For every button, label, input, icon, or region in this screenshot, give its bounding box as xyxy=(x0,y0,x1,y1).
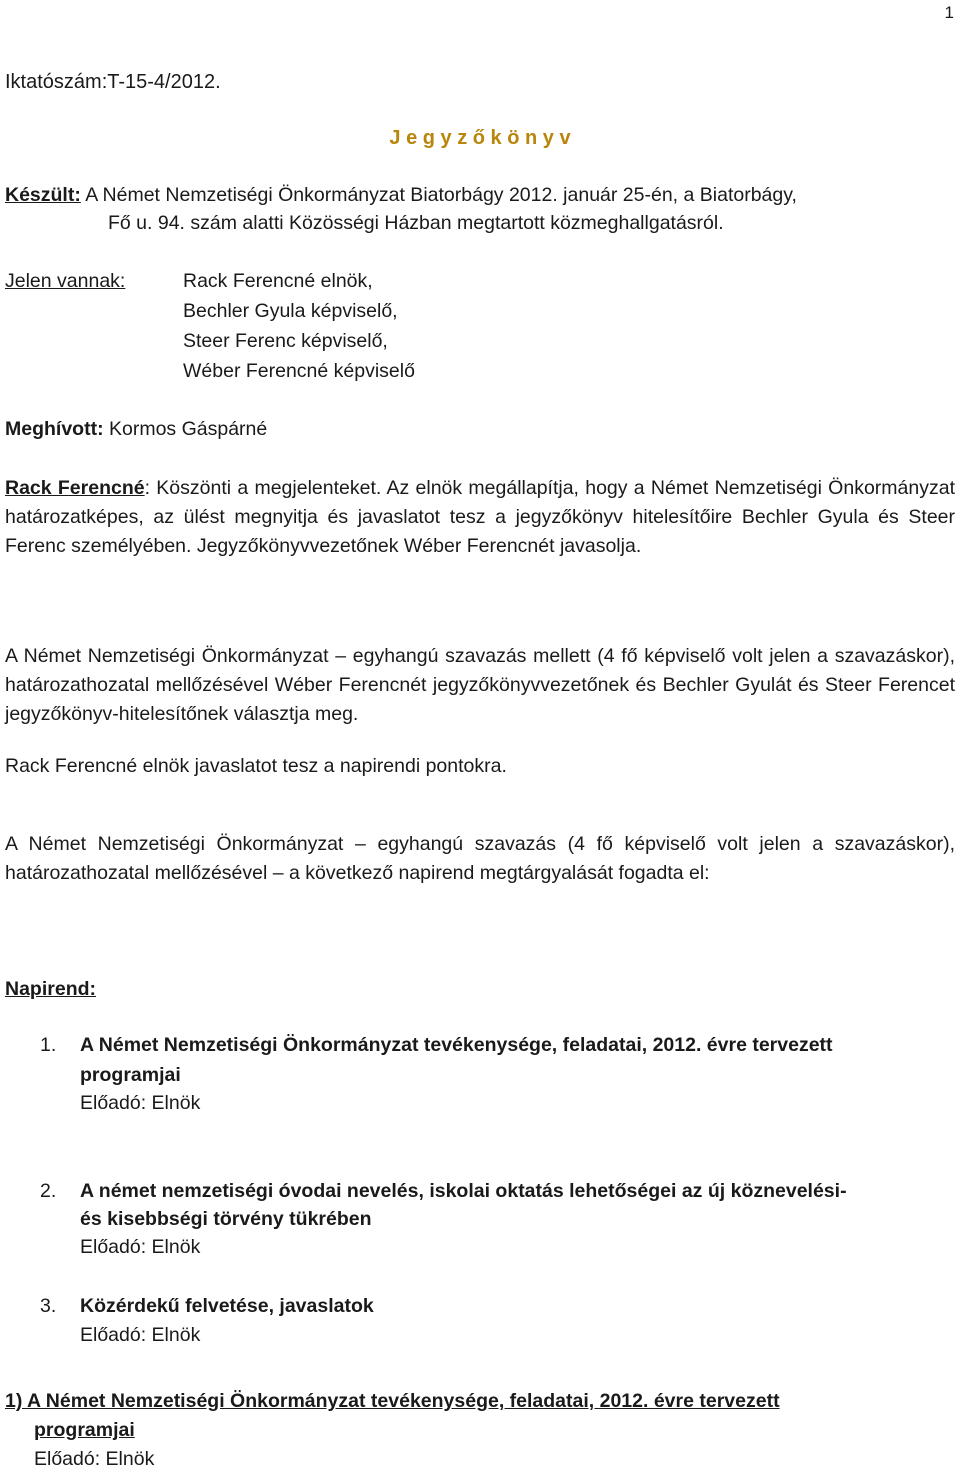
page-number: 1 xyxy=(944,3,954,22)
agenda-item-1-title: A Német Nemzetiségi Önkormányzat tevékenysége, feladatai, 2012. évre tervezett xyxy=(80,1034,833,1056)
agenda-item-3-presenter: Előadó: Elnök xyxy=(80,1324,201,1346)
present-person-2: Bechler Gyula képviselő, xyxy=(183,300,398,322)
agenda-proposal: Rack Ferencné elnök javaslatot tesz a napirendi pontokra. xyxy=(5,755,507,777)
document-number: Iktatószám:T-15-4/2012. xyxy=(5,71,221,93)
agenda-item-2-title-cont: és kisebbségi törvény tükrében xyxy=(80,1208,372,1230)
section-1-presenter: Előadó: Elnök xyxy=(34,1448,155,1470)
agenda-label: Napirend: xyxy=(5,978,97,1000)
agenda-item-2-title: A német nemzetiségi óvodai nevelés, iskolai oktatás lehetőségei az új köznevelési- xyxy=(80,1180,847,1202)
agenda-item-2-presenter: Előadó: Elnök xyxy=(80,1236,201,1258)
section-1-heading-cont: programjai xyxy=(34,1419,135,1441)
agenda-item-3-number: 3. xyxy=(40,1295,57,1317)
agenda-item-2-number: 2. xyxy=(40,1180,57,1202)
section-1-heading: 1) A Német Nemzetiségi Önkormányzat tevékenysége, feladatai, 2012. évre tervezett xyxy=(5,1390,780,1412)
made-label: Készült: xyxy=(5,184,81,206)
agenda-item-1-presenter: Előadó: Elnök xyxy=(80,1092,201,1114)
agenda-item-3-title: Közérdekű felvetése, javaslatok xyxy=(80,1295,374,1317)
made-line-2: Fő u. 94. szám alatti Közösségi Házban megtartott közmeghallgatásról. xyxy=(108,212,724,234)
agenda-item-1-number: 1. xyxy=(40,1034,57,1056)
agenda-item-1-title-cont: programjai xyxy=(80,1064,181,1086)
invited-line xyxy=(5,420,267,440)
invited-label: Meghívott: xyxy=(5,418,104,440)
present-label: Jelen vannak: xyxy=(5,270,126,292)
greeting-speaker: Rack Ferencné xyxy=(5,477,145,499)
present-person-3: Steer Ferenc képviselő, xyxy=(183,330,388,352)
document-title: J e g y z ő k ö n y v xyxy=(389,127,571,149)
resolution-1: A Német Nemzetiségi Önkormányzat – egyhangú szavazás mellett (4 fő képviselő volt jelen a szavazáskor), határozathozatal mellőzésével Wéber Ferencnét jegyzőkönyvvezetőnek és Bechler Gyulát és Steer Ferencet jegyzőkönyv-hitelesítőnek választja meg. xyxy=(5,645,955,725)
made-line-1: A Német Nemzetiségi Önkormányzat Biatorbágy 2012. január 25-én, a Biatorbágy, xyxy=(85,184,797,206)
greeting-paragraph xyxy=(5,474,955,561)
invited-name: Kormos Gáspárné xyxy=(109,418,268,440)
resolution-2: A Német Nemzetiségi Önkormányzat – egyhangú szavazás (4 fő képviselő volt jelen a szavazáskor), határozathozatal mellőzésével – a következő napirend megtárgyalását fogadta el: xyxy=(5,833,955,884)
present-person-4: Wéber Ferencné képviselő xyxy=(183,360,415,382)
made-section xyxy=(5,186,797,206)
greeting-lead: Köszönti a megjelenteket. xyxy=(150,477,382,499)
greeting-text: Az elnök megállapítja, hogy a Német Nemzetiségi Önkormányzat határozatképes, az ülést megnyitja és javaslatot tesz a jegyzőkönyv hitelesítőire Bechler Gyula és Steer Ferenc személyében. Jegyzőkönyvvezetőnek Wéber Ferencnét javasolja. xyxy=(5,477,955,557)
present-person-1: Rack Ferencné elnök, xyxy=(183,270,373,292)
greeting-colon: : xyxy=(144,477,151,499)
